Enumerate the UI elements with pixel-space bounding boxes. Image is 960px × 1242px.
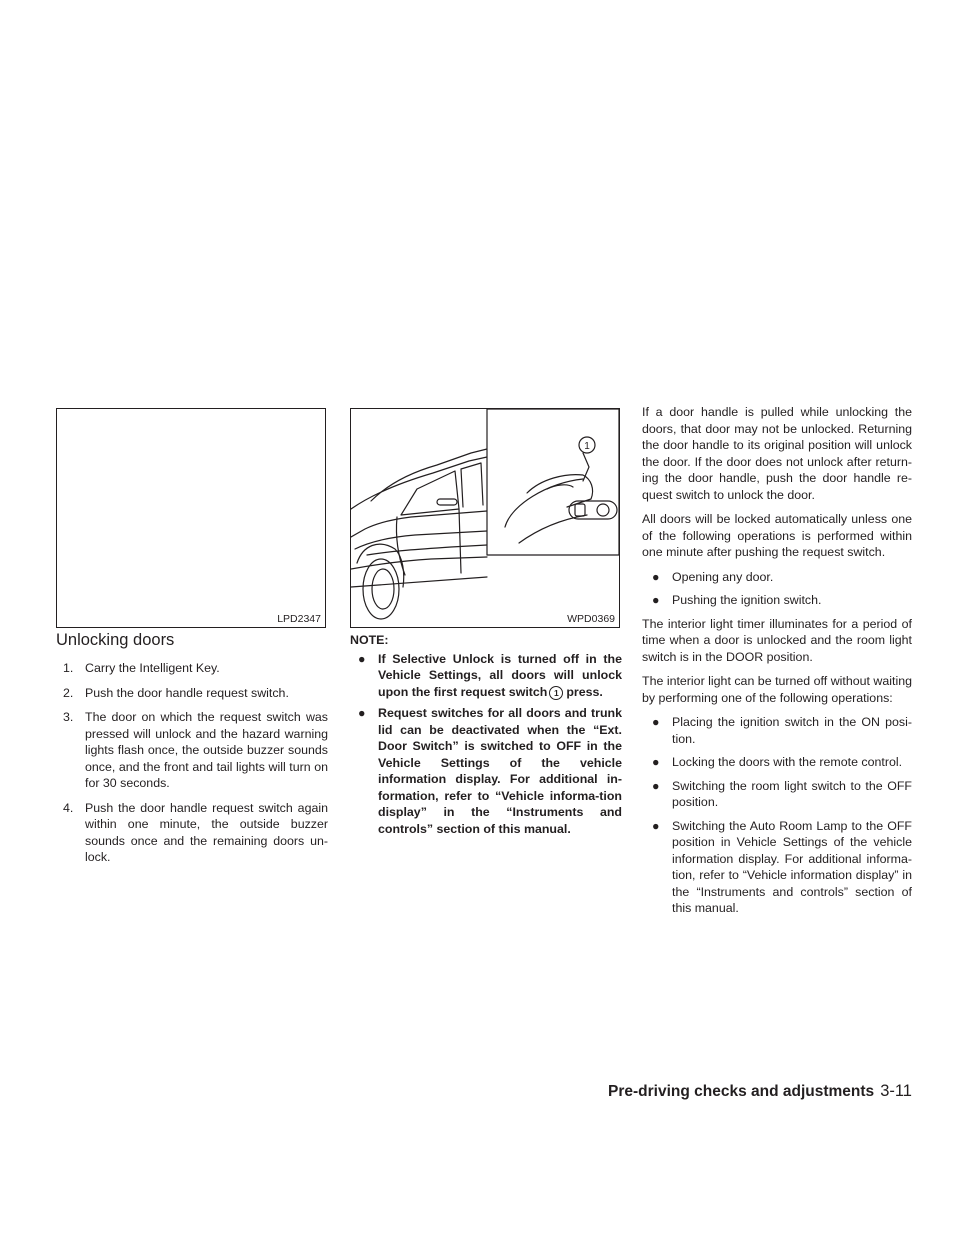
paragraph: The interior light can be turned off without waiting by performing one of the following operations: (642, 674, 912, 705)
figure-callout: 1 (584, 441, 590, 452)
figure-wpd0369 (350, 408, 620, 628)
notes-list (350, 651, 622, 838)
page-footer (608, 1082, 912, 1101)
step-text: Push the door handle request switch. (85, 685, 289, 700)
step-number: 3. (63, 710, 74, 724)
section-title: Unlocking doors (56, 631, 175, 649)
list-item (358, 651, 622, 701)
page-number: 3-11 (880, 1082, 912, 1100)
column-middle (350, 408, 622, 842)
list-item-text: Locking the doors with the remote control. (672, 755, 903, 769)
step-text: The door on which the request switch was pressed will unlock and the hazard warning lights flash once, the outside buzzer sounds once, and the front and tail lights will turn on for 30 seconds. (85, 710, 328, 790)
bullet-icon: ● (652, 593, 660, 607)
note-text: Request switches for all doors and trunk lid can be deactivated when the “Ext. Door Switch” is switched to OFF in the Vehicle Settings of the vehicle information display. For additional in-formation, refer to “Vehicle informa-tion display” in the “Instruments and controls” section of this manual. (378, 706, 622, 836)
figure-lpd2347 (56, 408, 326, 628)
callout-marker: 1 (549, 686, 563, 700)
footer-section-title: Pre-driving checks and adjustments (608, 1083, 875, 1100)
unlock-steps-list (56, 660, 328, 866)
auto-lock-list (642, 569, 912, 609)
list-item-text: Switching the Auto Room Lamp to the OFF position in Vehicle Settings of the vehicle information display. For additional informa-tion, refer to “Vehicle information display” in the “Instruments and controls” section of this manual. (672, 818, 912, 915)
step-number: 1. (63, 661, 74, 675)
light-off-list (642, 714, 912, 917)
list-item (63, 685, 328, 702)
list-item-text: Switching the room light switch to the OFF position. (672, 778, 912, 809)
list-item (652, 714, 912, 747)
note-label: NOTE: (350, 633, 389, 647)
note-text: If Selective Unlock is turned off in the Vehicle Settings, all doors will unlock upon the first request switch (378, 651, 622, 699)
note-text-end: press. (566, 684, 603, 699)
paragraph: If a door handle is pulled while unlocking the doors, that door may not be unlocked. Returning the door handle to its original position will unlock the door. If the door does not unlock after return-ing the door handle, push the door handle re-quest switch to unlock the door. (642, 405, 912, 502)
list-item-text: Opening any door. (672, 569, 774, 584)
bullet-icon: ● (652, 715, 660, 729)
car-door-handle-illustration (351, 409, 619, 627)
step-number: 2. (63, 685, 74, 700)
figure-code: LPD2347 (277, 613, 321, 625)
list-item (652, 569, 912, 586)
column-left (56, 408, 328, 874)
bullet-icon: ● (358, 706, 366, 720)
paragraph: The interior light timer illuminates for a period of time when a door is unlocked and the room light switch is in the DOOR position. (642, 616, 912, 664)
bullet-icon: ● (652, 778, 660, 793)
bullet-icon: ● (358, 651, 366, 666)
list-item (358, 705, 622, 837)
paragraph: All doors will be locked automatically unless one of the following operations is performed within one minute after pushing the request switch. (642, 512, 912, 559)
list-item (652, 778, 912, 811)
list-item (63, 709, 328, 792)
column-right (642, 404, 912, 924)
step-number: 4. (63, 800, 74, 815)
list-item-text: Placing the ignition switch in the ON posi-tion. (672, 715, 912, 746)
list-item (652, 754, 912, 771)
list-item (652, 818, 912, 917)
list-item (63, 660, 328, 677)
bullet-icon: ● (652, 569, 660, 584)
step-text: Push the door handle request switch again within one minute, the outside buzzer sounds once and the remaining doors un-lock. (85, 800, 328, 864)
figure-code: WPD0369 (567, 613, 615, 625)
list-item-text: Pushing the ignition switch. (672, 593, 822, 607)
step-text: Carry the Intelligent Key. (85, 661, 220, 675)
bullet-icon: ● (652, 818, 660, 833)
list-item (652, 592, 912, 609)
bullet-icon: ● (652, 755, 660, 769)
list-item (63, 800, 328, 866)
